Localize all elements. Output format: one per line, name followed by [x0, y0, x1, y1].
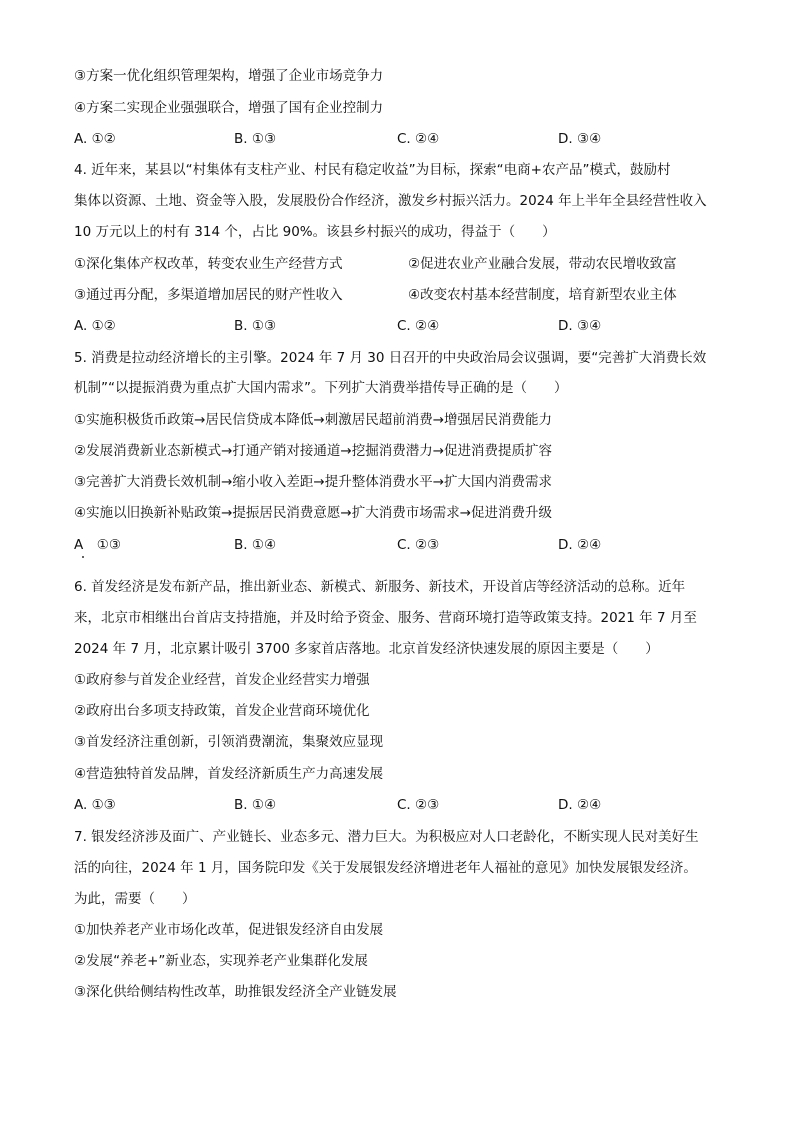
q4-option-a[interactable]: A. ①②	[74, 318, 116, 334]
q7-stem-line-2: 活的向往，2024 年 1 月，国务院印发《关于发展银发经济增进老年人福祉的意见》加快发展银发经济。	[74, 860, 697, 876]
q4-items-row-1	[74, 254, 734, 274]
q4-stem-line-1: 4. 近年来，某县以“村集体有支柱产业、村民有稳定收益”为目标，探索“电商+农产品”模式，鼓励村	[74, 162, 671, 178]
q3-option-c[interactable]: C. ②④	[397, 131, 440, 147]
q6-option-b[interactable]: B. ①④	[234, 797, 277, 813]
q4-option-c[interactable]: C. ②④	[397, 318, 440, 334]
q5-item-1: ①实施积极货币政策→居民信贷成本降低→刺激居民超前消费→增强居民消费能力	[74, 412, 553, 428]
q4-stem-line-2: 集体以资源、土地、资金等入股，发展股份合作经济，激发乡村振兴活力。2024 年上半年全县经营性收入	[74, 193, 707, 209]
q4-stem-line-3: 10 万元以上的村有 314 个，占比 90%。该县乡村振兴的成功，得益于（ ）	[74, 224, 556, 240]
q6-option-d[interactable]: D. ②④	[558, 797, 602, 813]
q7-stem-line-1: 7. 银发经济涉及面广、产业链长、业态多元、潜力巨大。为积极应对人口老龄化，不断实现人民对美好生	[74, 829, 699, 845]
q7-stem-line-3: 为此，需要（ ）	[74, 891, 196, 907]
q3-option-b[interactable]: B. ①③	[234, 131, 277, 147]
q5-item-3: ③完善扩大消费长效机制→缩小收入差距→提升整体消费水平→扩大国内消费需求	[74, 474, 553, 490]
q4-item-3: ③通过再分配，多渠道增加居民的财产性收入	[74, 287, 343, 303]
q6-option-a[interactable]: A. ①③	[74, 797, 116, 813]
q6-stem-line-1: 6. 首发经济是发布新产品，推出新业态、新模式、新服务、新技术，开设首店等经济活动的总称。近年	[74, 579, 686, 595]
q7-item-2: ②发展“养老+”新业态，实现养老产业集群化发展	[74, 953, 368, 969]
q4-option-d[interactable]: D. ③④	[558, 318, 602, 334]
q6-item-1: ①政府参与首发企业经营，首发企业经营实力增强	[74, 672, 370, 688]
q5-option-c[interactable]: C. ②③	[397, 537, 440, 553]
q4-item-1: ①深化集体产权改革，转变农业生产经营方式	[74, 256, 343, 272]
q4-item-2: ②促进农业产业融合发展，带动农民增收致富	[408, 256, 677, 272]
q3-item-3: ③方案一优化组织管理架构，增强了企业市场竞争力	[74, 68, 384, 84]
q5-stem-line-2: 机制”“以提振消费为重点扩大国内需求”。下列扩大消费举措传导正确的是（ ）	[74, 380, 568, 396]
q6-options	[74, 795, 734, 815]
q4-options	[74, 316, 734, 336]
q5-item-4: ④实施以旧换新补贴政策→提振居民消费意愿→扩大消费市场需求→促进消费升级	[74, 505, 553, 521]
q6-stem-line-3: 2024 年 7 月，北京累计吸引 3700 多家首店落地。北京首发经济快速发展的原因主要是（ ）	[74, 641, 659, 657]
q3-options	[74, 129, 734, 149]
q5-options	[74, 535, 734, 555]
q6-item-3: ③首发经济注重创新，引领消费潮流，集聚效应显现	[74, 734, 384, 750]
q6-item-4: ④营造独特首发品牌，首发经济新质生产力高速发展	[74, 766, 384, 782]
q7-item-3: ③深化供给侧结构性改革，助推银发经济全产业链发展	[74, 984, 397, 1000]
q4-option-b[interactable]: B. ①③	[234, 318, 277, 334]
q7-item-1: ①加快养老产业市场化改革，促进银发经济自由发展	[74, 922, 384, 938]
q4-items-row-2	[74, 285, 734, 305]
q5-stem-line-1: 5. 消费是拉动经济增长的主引擎。2024 年 7 月 30 日召开的中央政治局会议强调，要“完善扩大消费长效	[74, 350, 707, 366]
q5-option-d[interactable]: D. ②④	[558, 537, 602, 553]
q6-stem-line-2: 来，北京市相继出台首店支持措施，并及时给予资金、服务、营商环境打造等政策支持。2021 年 7 月至	[74, 610, 697, 626]
stray-dot	[82, 556, 84, 558]
q6-item-2: ②政府出台多项支持政策，首发企业营商环境优化	[74, 703, 370, 719]
q3-option-d[interactable]: D. ③④	[558, 131, 602, 147]
q5-option-a[interactable]: A ①③	[74, 537, 121, 553]
q4-item-4: ④改变农村基本经营制度，培育新型农业主体	[408, 287, 677, 303]
q3-option-a[interactable]: A. ①②	[74, 131, 116, 147]
q5-option-b[interactable]: B. ①④	[234, 537, 277, 553]
q5-item-2: ②发展消费新业态新模式→打通产销对接通道→挖掘消费潜力→促进消费提质扩容	[74, 443, 553, 459]
q3-item-4: ④方案二实现企业强强联合，增强了国有企业控制力	[74, 100, 384, 116]
q6-option-c[interactable]: C. ②③	[397, 797, 440, 813]
